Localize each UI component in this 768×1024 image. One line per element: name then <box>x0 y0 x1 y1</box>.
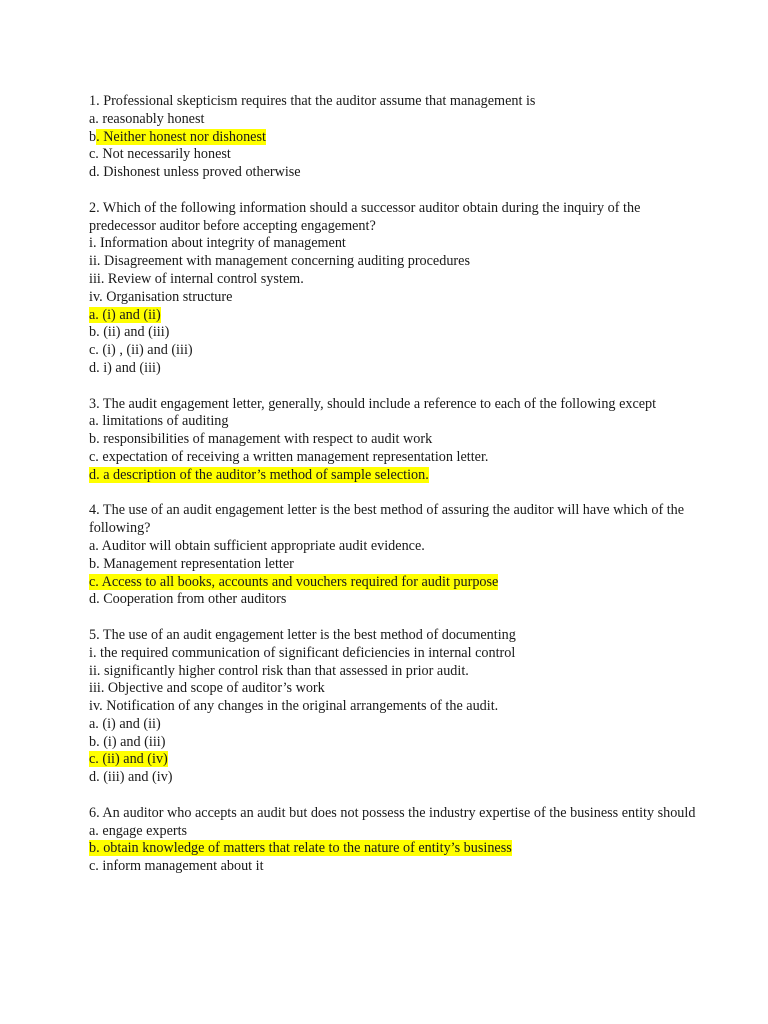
option-line: c. inform management about it <box>89 858 264 875</box>
option-prefix: b <box>89 128 97 145</box>
answer-highlight: . Neither honest nor dishonest <box>96 128 266 145</box>
question-4 <box>89 502 709 609</box>
option-line: b. (i) and (iii) <box>89 733 166 750</box>
option-line: i. Information about integrity of management <box>89 235 346 252</box>
option-line: iii. Objective and scope of auditor’s work <box>89 680 325 697</box>
option-line: b. Management representation letter <box>89 555 294 572</box>
question-stem: 2. Which of the following information should a successor auditor obtain during the inquiry of the predecessor auditor before accepting engagement? <box>89 199 641 234</box>
option-line: ii. significantly higher control risk than that assessed in prior audit. <box>89 662 469 679</box>
option-line-highlighted <box>89 467 709 485</box>
option-line: c. (i) , (ii) and (iii) <box>89 342 193 359</box>
question-3 <box>89 396 709 485</box>
option-line: c. expectation of receiving a written management representation letter. <box>89 448 489 465</box>
question-stem: 4. The use of an audit engagement letter is the best method of assuring the auditor will have which of the following? <box>89 502 685 537</box>
question-stem: 5. The use of an audit engagement letter is the best method of documenting <box>89 626 516 643</box>
option-line-highlighted <box>89 129 709 147</box>
question-5 <box>89 627 709 787</box>
option-line: b. responsibilities of management with respect to audit work <box>89 431 433 448</box>
answer-highlight: c. Access to all books, accounts and vouchers required for audit purpose <box>89 573 499 590</box>
option-line: a. Auditor will obtain sufficient appropriate audit evidence. <box>89 537 425 554</box>
option-line-highlighted <box>89 751 709 769</box>
option-line-highlighted <box>89 840 709 858</box>
question-stem: 6. An auditor who accepts an audit but does not possess the industry expertise of the business entity should <box>89 804 696 821</box>
option-line: d. Cooperation from other auditors <box>89 591 287 608</box>
option-line: a. engage experts <box>89 822 188 839</box>
question-2 <box>89 200 709 378</box>
option-line: d. (iii) and (iv) <box>89 769 173 786</box>
question-stem: 1. Professional skepticism requires that the auditor assume that management is <box>89 93 536 109</box>
question-list <box>89 93 709 894</box>
option-line: d. Dishonest unless proved otherwise <box>89 164 301 181</box>
answer-highlight: b. obtain knowledge of matters that relate to the nature of entity’s business <box>89 840 512 857</box>
answer-highlight: a. (i) and (ii) <box>89 306 161 323</box>
answer-highlight: d. a description of the auditor’s method of sample selection. <box>89 466 429 483</box>
question-stem: 3. The audit engagement letter, generally, should include a reference to each of the following except <box>89 395 657 412</box>
option-line: iii. Review of internal control system. <box>89 270 304 287</box>
option-line: d. i) and (iii) <box>89 359 161 376</box>
option-line: iv. Organisation structure <box>89 288 233 305</box>
option-line-highlighted <box>89 574 709 592</box>
option-line: iv. Notification of any changes in the original arrangements of the audit. <box>89 698 499 715</box>
option-line: c. Not necessarily honest <box>89 146 231 163</box>
option-line: a. reasonably honest <box>89 110 205 127</box>
option-line: i. the required communication of significant deficiencies in internal control <box>89 644 516 661</box>
option-line-highlighted <box>89 307 709 325</box>
answer-highlight: c. (ii) and (iv) <box>89 751 168 768</box>
question-6 <box>89 805 709 876</box>
question-1 <box>89 93 709 182</box>
option-line: ii. Disagreement with management concerning auditing procedures <box>89 253 470 270</box>
option-line: a. (i) and (ii) <box>89 715 161 732</box>
option-line: b. (ii) and (iii) <box>89 324 170 341</box>
option-line: a. limitations of auditing <box>89 413 229 430</box>
